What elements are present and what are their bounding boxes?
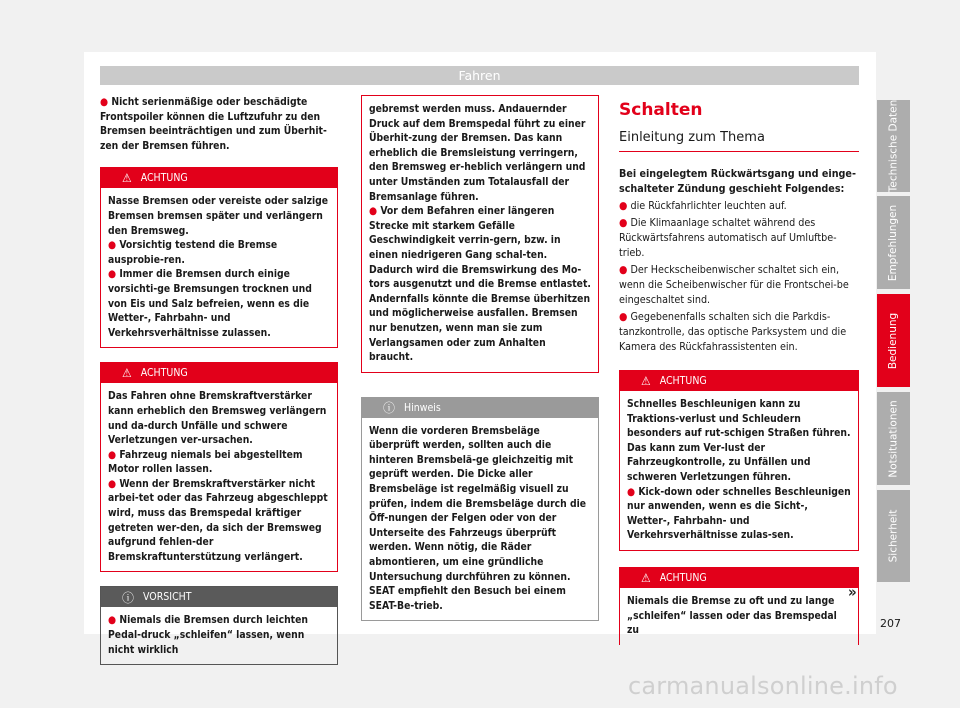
warning-intro: Das Fahren ohne Bremskraftverstärker kann erheblich den Bremsweg verlängern und da-durch Unfälle und schwere Verletzungen ver-ursachen. [108, 390, 327, 447]
tab-notsituationen[interactable]: Notsituationen [877, 392, 910, 485]
intro-text: Bei eingelegtem Rückwärtsgang und einge-schalteter Zündung geschieht Folgendes: [619, 167, 856, 195]
section-subtitle: Einleitung zum Thema [619, 130, 859, 152]
list-item: ● Fahrzeug niemals bei abgestelltem Motor rollen lassen. [108, 448, 303, 476]
caution-box-continued [361, 95, 599, 373]
warning-box [100, 167, 338, 348]
tab-technische-daten[interactable]: Technische Daten [877, 100, 910, 192]
column-left [100, 95, 338, 665]
list-item: ● Gegebenenfalls schalten sich die Parkdis-tanzkontrolle, das optische Parksystem und die Kamera des Rückfahrassistenten ein. [619, 310, 847, 353]
caution-icon: ⓘ [122, 590, 135, 605]
warning-intro: Nasse Bremsen oder vereiste oder salzige Bremsen bremsen später und verlängern den Bremsweg. [108, 195, 329, 237]
list-item: ● Vor dem Befahren einer längeren Strecke mit starkem Gefälle Geschwindigkeit verrin-gern, bzw. in einen niedrigeren Gang schal-ten. Dadurch wird die Bremswirkung des Mo-tors ausgenutzt und die Bremse entlastet. Andernfalls könnte die Bremse überhitzen und möglicherweise ausfallen. Bremsen nur benutzen, wenn man sie zum Verlangsamen oder zum Anhalten braucht. [369, 205, 591, 364]
continue-mark: » [848, 583, 857, 601]
note-heading: Hinweis [404, 401, 441, 414]
tab-bedienung[interactable]: Bedienung [877, 294, 910, 387]
note-box [361, 397, 599, 622]
list-item: ● Die Klimaanlage schaltet während des Rückwärtsfahrens automatisch auf Umluftbe-trieb. [619, 216, 837, 259]
list-item: ● Wenn der Bremskraftverstärker nicht arbei-tet oder das Fahrzeug abgeschleppt wird, muss das Bremspedal kräftiger getreten wer-den, da sich der Bremsweg aufgrund fehlen-der Bremskraftunterstützung verlängert. [108, 477, 328, 563]
list-item: ● die Rückfahrlichter leuchten auf. [619, 199, 787, 212]
warning-heading: ACHTUNG [140, 367, 188, 380]
list-item: ● Der Heckscheibenwischer schaltet sich ein, wenn die Scheibenwischer für die Frontschei-be eingeschaltet sind. [619, 263, 849, 306]
list-item: ● Niemals die Bremsen durch leichten Pedal-druck „schleifen“ lassen, wenn nicht wirklich [108, 614, 308, 656]
warning-box [619, 567, 859, 645]
warning-icon: ⚠ [641, 570, 651, 585]
warning-icon: ⚠ [122, 171, 132, 186]
tab-sicherheit[interactable]: Sicherheit [877, 490, 910, 582]
warning-icon: ⚠ [122, 366, 132, 381]
warning-intro: Niemals die Bremse zu oft und zu lange „schleifen“ lassen oder das Bremspedal zu [627, 594, 837, 637]
note-icon: ⓘ [383, 401, 396, 416]
warning-box [100, 362, 338, 572]
section-header: Fahren [100, 66, 859, 85]
warning-icon: ⚠ [641, 374, 651, 388]
caution-heading: VORSICHT [143, 591, 192, 604]
tab-empfehlungen[interactable]: Empfehlungen [877, 196, 910, 289]
section-title: Schalten [619, 100, 703, 120]
page-number: 207 [880, 617, 901, 630]
warning-box [619, 370, 859, 551]
list-item: ● Vorsichtig testend die Bremse ausprobie-ren. [108, 239, 278, 266]
warning-heading: ACHTUNG [659, 571, 707, 584]
warning-heading: ACHTUNG [659, 375, 707, 387]
list-item: ● Kick-down oder schnelles Beschleunigen nur anwenden, wenn es die Sicht-, Wetter-, Fahrbahn- und Verkehrsverhältnisse zulas-sen. [627, 485, 851, 542]
note-text: Wenn die vorderen Bremsbeläge überprüft werden, sollten auch die hinteren Bremsbelä-ge gleichzeitig mit geprüft werden. Die Dicke aller Bremsbeläge ist regelmäßig visuell zu prüfen, indem die Bremsbeläge durch die Öff-nungen der Felgen oder von der Unterseite des Fahrzeugs überprüft werden. Wenn nötig, die Räder abmontieren, um eine gründliche Untersuchung durchführen zu können. SEAT empfiehlt den Besuch bei einem SEAT-Be-trieb. [369, 424, 587, 612]
warning-heading: ACHTUNG [140, 172, 188, 185]
column-middle [361, 95, 599, 621]
caution-box [100, 586, 338, 665]
watermark: carmanualsonline.info [628, 672, 898, 700]
list-item: ● Immer die Bremsen durch einige vorsichti-ge Bremsungen trocknen und von Eis und Salz befreien, wenn es die Wetter-, Fahrbahn- und Verkehrsverhältnisse zulassen. [108, 268, 312, 339]
column-right [619, 95, 859, 645]
caution-continued-text: gebremst werden muss. Andauernder Druck auf dem Bremspedal führt zu einer Überhit-zung der Bremsen. Das kann erheblich die Bremsleistung verringern, den Bremsweg er-heblich verlängern und unter Umständen zum Totalausfall der Bremsanlage führen. [369, 103, 586, 203]
warning-intro: Schnelles Beschleunigen kann zu Traktions-verlust und Schleudern besonders auf rut-schigen Straßen führen. Das kann zum Ver-lust der Fahrzeugkontrolle, zu Unfällen und schweren Verletzungen führen. [627, 398, 851, 483]
list-item: ● Nicht serienmäßige oder beschädigte Frontspoiler können die Luftzufuhr zu den Bremsen beeinträchtigen und zum Überhit-zen der Bremsen führen. [100, 96, 327, 152]
